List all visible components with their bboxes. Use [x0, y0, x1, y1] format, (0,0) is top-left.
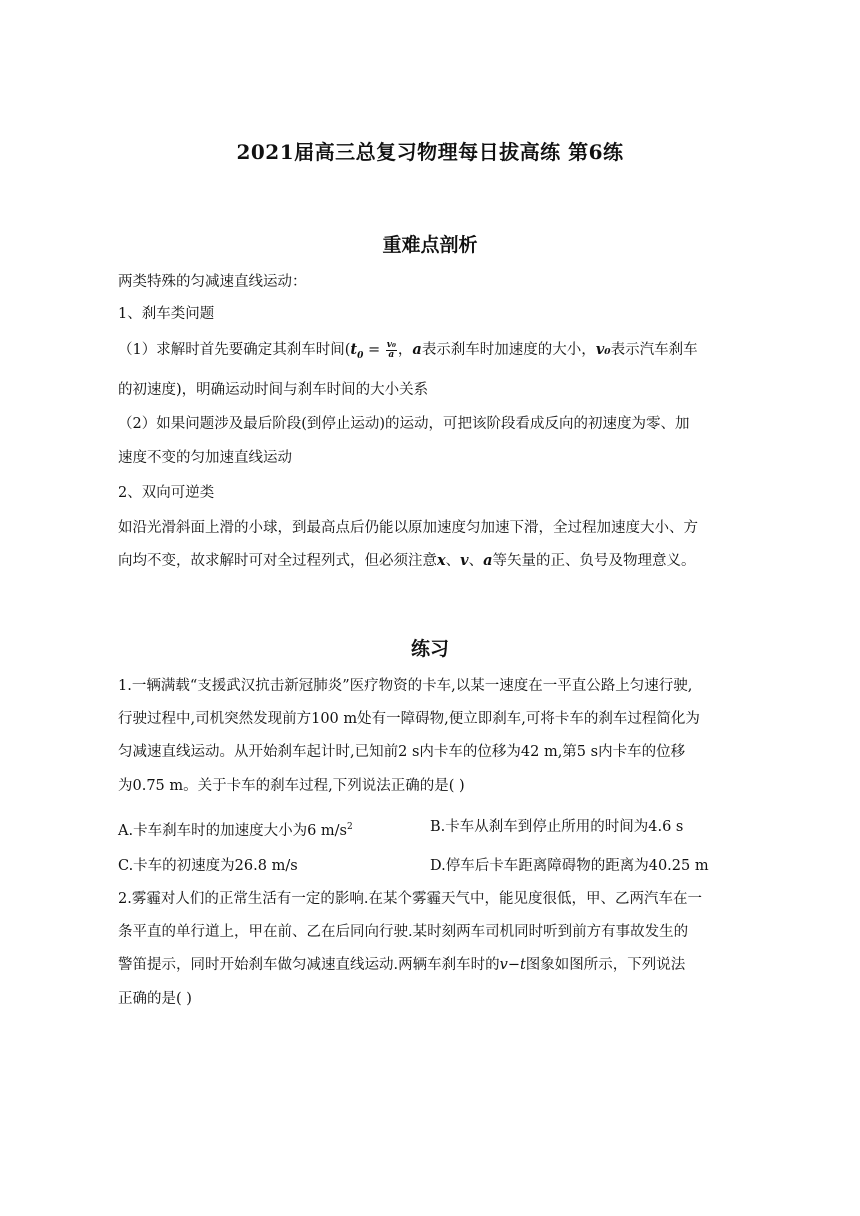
analysis-paragraph1-line2: 的初速度)，明确运动时间与刹车时间的大小关系 [118, 382, 429, 398]
section-heading-practice: 练习 [410, 638, 449, 660]
p3-pre-text: 向均不变，故求解时可对全过程列式，但必须注意 [118, 553, 437, 569]
item2-title: 2、双向可逆类 [118, 485, 215, 501]
analysis-paragraph2-line1: （2）如果问题涉及最后阶段(到停止运动)的运动，可把该阶段看成反向的初速度为零、加 [118, 416, 690, 432]
p1-mid-text: 表示刹车时加速度的大小， [421, 342, 596, 358]
minus-sign: − [507, 957, 520, 973]
q2-line1: 2.雾霾对人们的正常生活有一定的影响.在某个雾霾天气中，能见度很低，甲、乙两汽车在一 [118, 891, 702, 907]
a-symbol: a [412, 341, 422, 358]
q1-option-c: C.卡车的初速度为26.8 m/s [118, 858, 298, 874]
separator: 、 [445, 553, 461, 569]
q1-line1: 1.一辆满载“支援武汉抗击新冠肺炎”医疗物资的卡车,以某一速度在一平直公路上匀速行驶, [118, 678, 693, 694]
v-symbol: v [460, 552, 469, 569]
analysis-paragraph3-line1: 如沿光滑斜面上滑的小球，到最高点后仍能以原加速度匀加速下滑，全过程加速度大小、方 [118, 520, 698, 536]
equals-sign: = [363, 342, 385, 358]
q1-option-a [118, 817, 353, 841]
analysis-paragraph2-line2: 速度不变的匀加速直线运动 [118, 450, 292, 466]
item1-title: 1、刹车类问题 [118, 306, 215, 322]
p1-post-text: 表示汽车刹车 [610, 342, 698, 358]
x-symbol: x [437, 552, 446, 569]
q1-option-b: B.卡车从刹车到停止所用的时间为4.6 s [430, 819, 684, 835]
v-symbol: v [499, 957, 508, 973]
fraction-numerator: v₀ [386, 339, 396, 350]
p1-pre-text: （1）求解时首先要确定其刹车时间( [118, 342, 351, 358]
q1-line4: 为0.75 m。关于卡车的刹车过程,下列说法正确的是( ) [118, 778, 465, 794]
p3-post-text: 等矢量的正、负号及物理意义。 [492, 553, 696, 569]
t0-subscript: 0 [357, 350, 364, 361]
q2-line2: 条平直的单行道上，甲在前、乙在后同向行驶.某时刻两车司机同时听到前方有事故发生的 [118, 924, 689, 940]
document-title: 2021届高三总复习物理每日拔高练 第6练 [236, 140, 624, 164]
t0-symbol [350, 341, 364, 361]
a-vector-symbol: a [483, 552, 493, 569]
q1-line3: 匀减速直线运动。从开始刹车起计时,已知前2 s内卡车的位移为42 m,第5 s内卡车的位移 [118, 744, 686, 760]
analysis-paragraph3-line2 [118, 551, 696, 571]
q2-line3-pre: 警笛提示，同时开始刹车做匀减速直线运动.两辆车刹车时的 [118, 957, 500, 973]
analysis-paragraph1-line1: （1）求解时首先要确定其刹车时间($t_0$ = $\frac{\text{v₀}}{a}$ ，a表示刹车时加速度的大小，v₀表示汽车刹车 [118, 339, 698, 361]
t-symbol: t [519, 957, 526, 973]
fraction-denominator: a [388, 349, 395, 360]
option-a-text: A.卡车刹车时的加速度大小为6 m/s [118, 822, 347, 839]
t-symbol: t [350, 341, 358, 358]
analysis-intro: 两类特殊的匀减速直线运动： [118, 274, 307, 290]
separator: 、 [468, 553, 484, 569]
q1-option-d: D.停车后卡车距离障碍物的距离为40.25 m [430, 858, 709, 874]
q2-line3 [118, 955, 685, 975]
braking-time-fraction [386, 341, 397, 360]
v0-symbol: v₀ [595, 341, 611, 358]
section-heading-analysis: 重难点剖析 [382, 234, 478, 256]
q2-line4: 正确的是( ) [118, 991, 192, 1007]
option-a-superscript: 2 [347, 822, 353, 832]
q1-line2: 行驶过程中,司机突然发现前方100 m处有一障碍物,便立即刹车,可将卡车的刹车过程简化为 [118, 711, 700, 727]
q2-line3-post: 图象如图所示，下列说法 [525, 957, 686, 973]
